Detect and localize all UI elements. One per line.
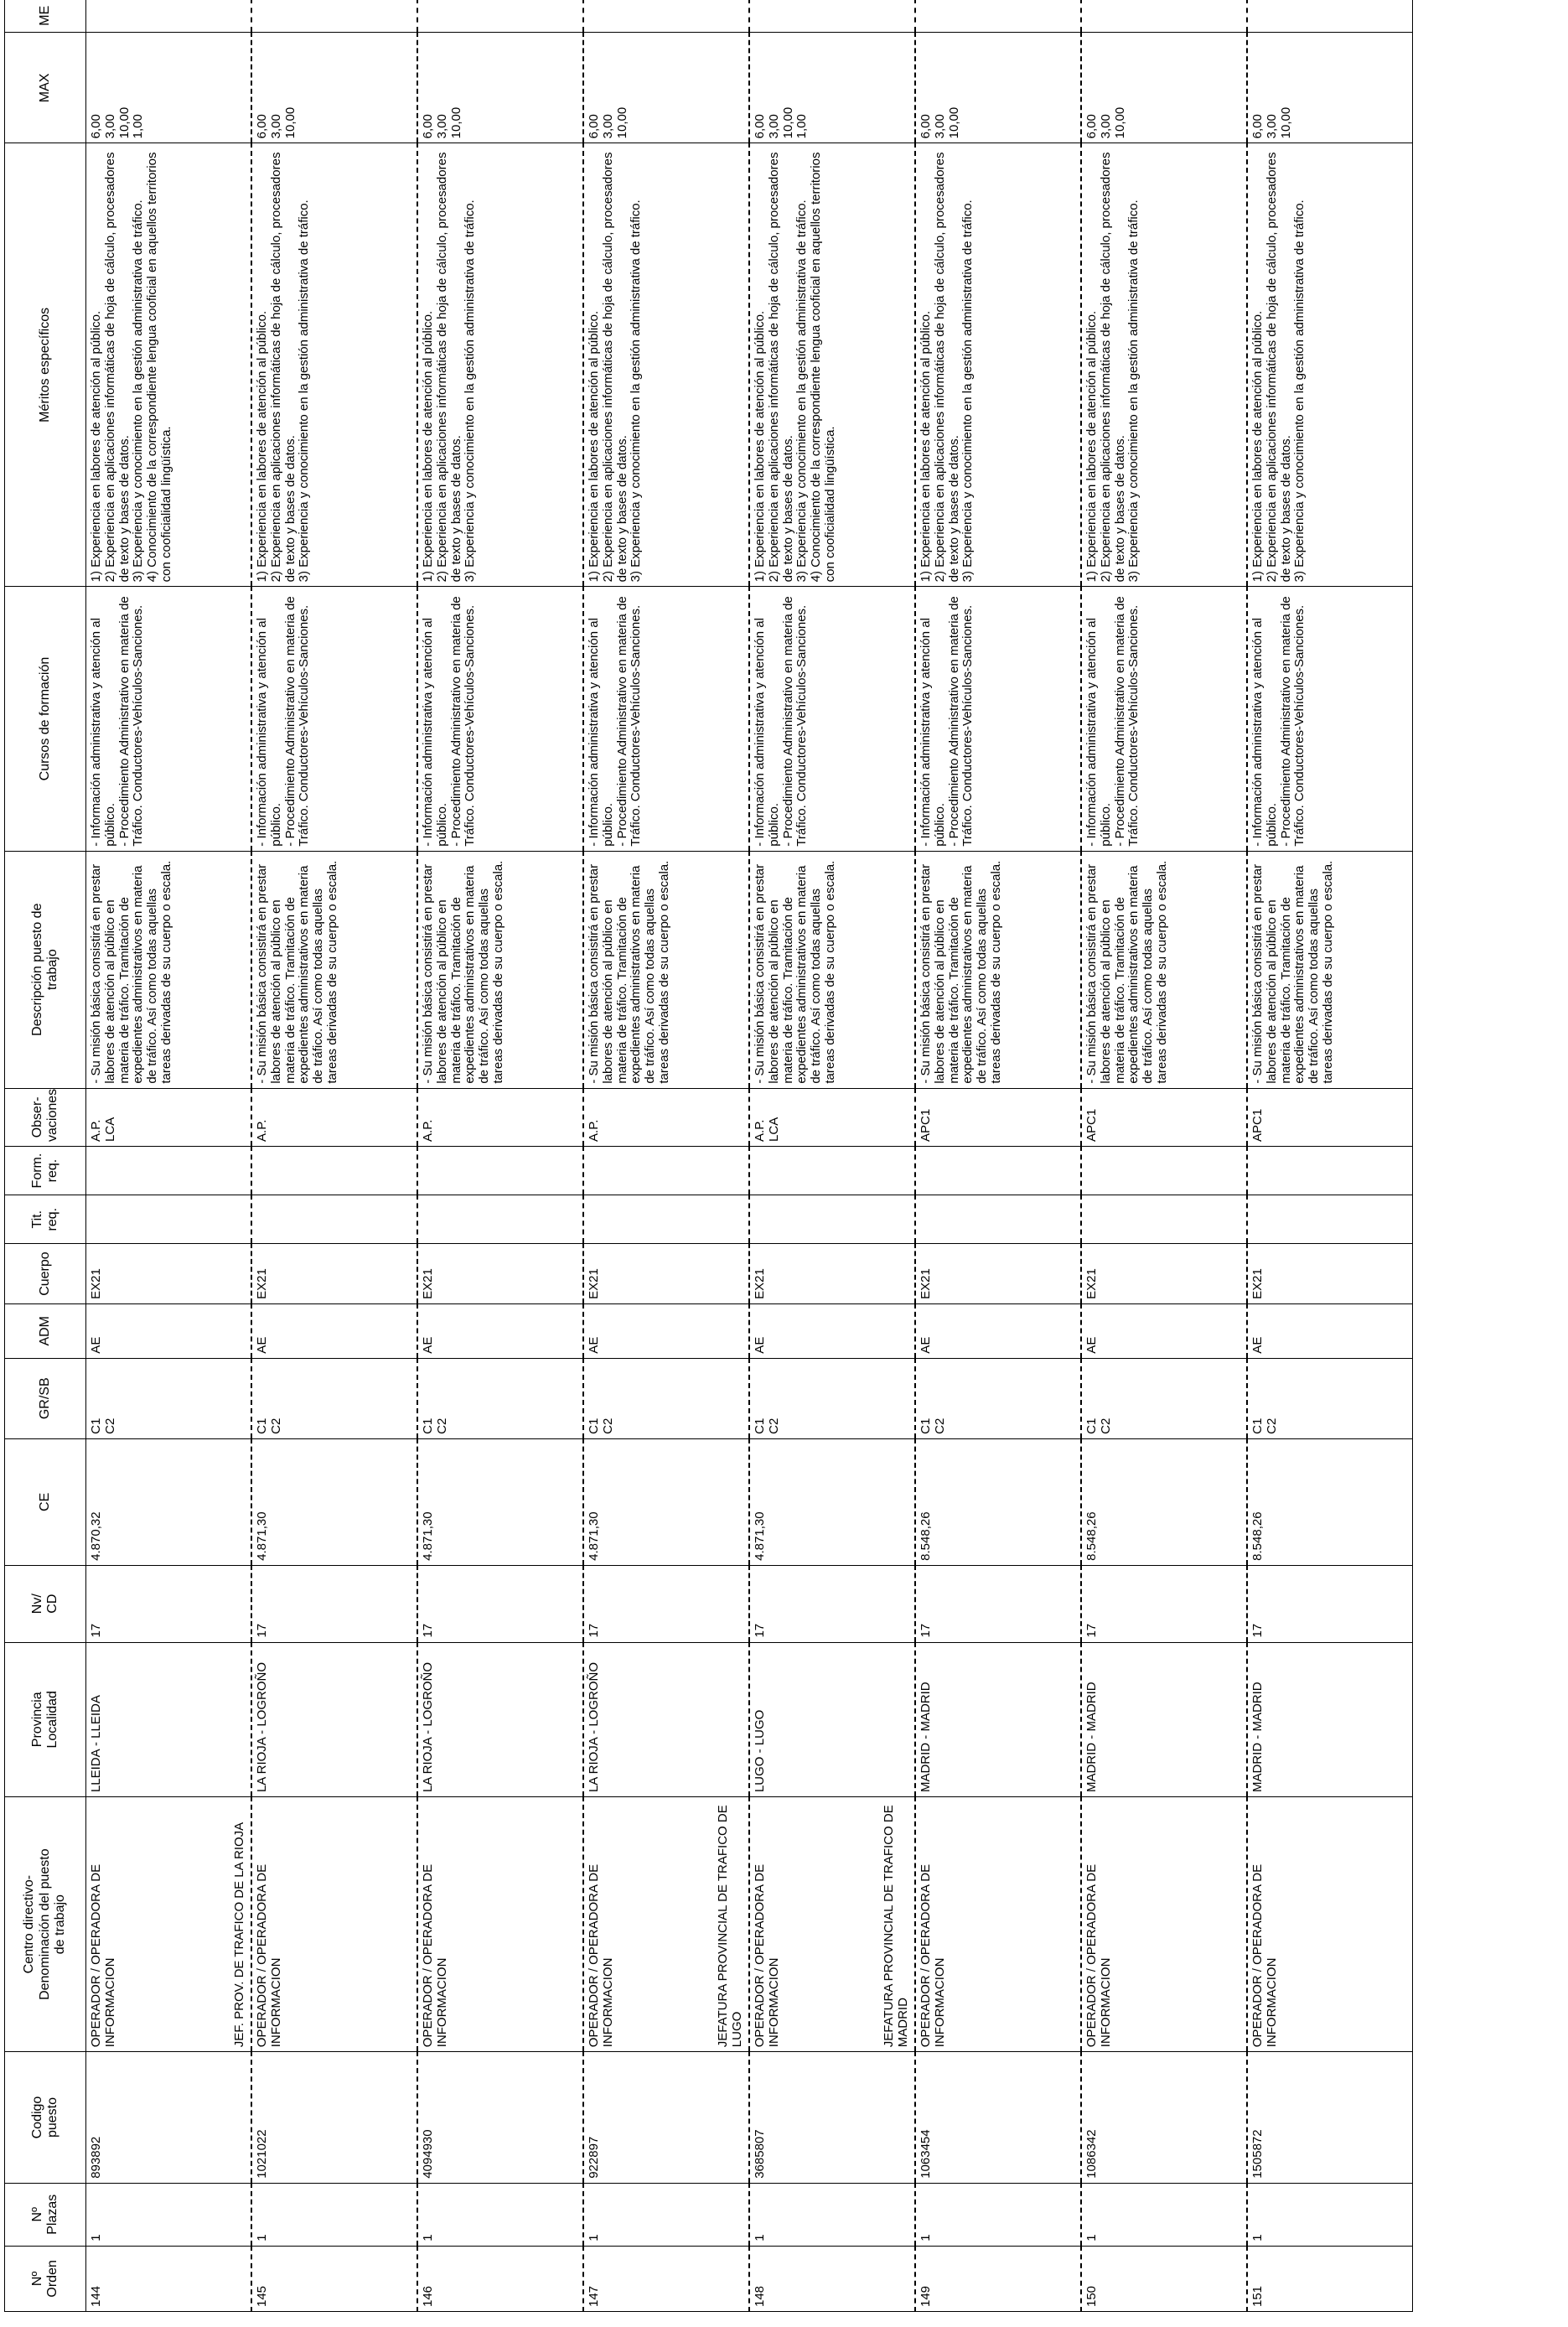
max-value: 6,00 <box>1084 114 1099 139</box>
cell-cuerpo: EX21 <box>86 1244 252 1304</box>
cell-ce: 4.870,32 <box>86 1438 252 1565</box>
cell-ce: 8.548,26 <box>915 1438 1081 1565</box>
cell-observaciones: A.P. <box>583 1088 749 1146</box>
cell-ce: 4.871,30 <box>417 1438 583 1565</box>
cell-max <box>583 33 749 143</box>
max-value: 10,00 <box>282 106 298 139</box>
cell-orden: 150 <box>1081 2246 1247 2311</box>
cell-plazas: 1 <box>251 2183 417 2246</box>
cell-provincia: LA RIOJA - LOGROÑO <box>417 1642 583 1797</box>
cell-cuerpo: EX21 <box>251 1244 417 1304</box>
cell-orden: 147 <box>583 2246 749 2311</box>
cell-max <box>1247 33 1413 143</box>
cell-form <box>915 1146 1081 1195</box>
max-value: 1,00 <box>794 114 810 139</box>
header-form: Form. req. <box>5 1146 86 1195</box>
cell-grupo: C1 C2 <box>1247 1358 1413 1438</box>
header-tit: Tit. req. <box>5 1195 86 1244</box>
cell-provincia: LA RIOJA - LOGROÑO <box>583 1642 749 1797</box>
cell-provincia: LLEIDA - LLEIDA <box>86 1642 252 1797</box>
table-row <box>749 0 915 2312</box>
cell-tit <box>417 1195 583 1244</box>
cell-form <box>417 1146 583 1195</box>
cell-cuerpo: EX21 <box>1247 1244 1413 1304</box>
cell-tit <box>251 1195 417 1244</box>
cell-orden: 144 <box>86 2246 252 2311</box>
cell-centro <box>86 1797 252 2052</box>
cell-adm: AE <box>86 1303 252 1358</box>
cell-grupo: C1 C2 <box>417 1358 583 1438</box>
header-adm: ADM <box>5 1303 86 1358</box>
max-value: 6,00 <box>919 114 933 139</box>
header-row <box>5 0 86 2312</box>
header-observaciones: Obser- vaciones <box>5 1088 86 1146</box>
cell-cursos: - Información administrativa y atención al público. - Procedimiento Administrativo en materia de Tráfico. Conductores-Vehículos-Sanciones. <box>583 587 749 851</box>
cell-descripcion: - Su misión básica consistirá en prestar labores de atención al público en materia de tráfico. Tramitación de expedientes administrativos en materia de tráfico. Así como todas aquellas tareas derivadas de su cuerpo o escala. <box>583 851 749 1088</box>
cell-tit <box>583 1195 749 1244</box>
header-codigo: Codigo puesto <box>5 2052 86 2184</box>
max-value: 6,00 <box>1250 114 1265 139</box>
cell-orden: 146 <box>417 2246 583 2311</box>
cell-plazas: 1 <box>1247 2183 1413 2246</box>
cell-meritos: 1) Experiencia en labores de atención al público. 2) Experiencia en aplicaciones informáticas de hoja de cálculo, procesadores de texto y bases de datos. 3) Experiencia y conocimiento en la gestión administrativa de tráfico. <box>1081 143 1247 587</box>
cell-adm: AE <box>915 1303 1081 1358</box>
cell-descripcion: - Su misión básica consistirá en prestar labores de atención al público en materia de tráfico. Tramitación de expedientes administrativos en materia de tráfico. Así como todas aquellas tareas derivadas de su cuerpo o escala. <box>749 851 915 1088</box>
max-value: 6,00 <box>587 114 601 139</box>
header-cursos: Cursos de formación <box>5 587 86 851</box>
cell-adm: AE <box>583 1303 749 1358</box>
cell-descripcion: - Su misión básica consistirá en prestar labores de atención al público en materia de tráfico. Tramitación de expedientes administrativos en materia de tráfico. Así como todas aquellas tareas derivadas de su cuerpo o escala. <box>1247 851 1413 1088</box>
cell-provincia: LUGO - LUGO <box>749 1642 915 1797</box>
header-centro: Centro directivo- Denominación del puesto de trabajo <box>5 1797 86 2052</box>
cell-form <box>1247 1146 1413 1195</box>
cell-meritos: 1) Experiencia en labores de atención al público. 2) Experiencia en aplicaciones informáticas de hoja de cálculo, procesadores de texto y bases de datos. 3) Experiencia y conocimiento en la gestión administrativa de tráfico. <box>417 143 583 587</box>
cell-form <box>583 1146 749 1195</box>
cell-codigo: 1063454 <box>915 2052 1081 2184</box>
cell-orden: 145 <box>251 2246 417 2311</box>
cell-adm: AE <box>1247 1303 1413 1358</box>
header-descripcion: Descripción puesto de trabajo <box>5 851 86 1088</box>
header-ce: CE <box>5 1438 86 1565</box>
max-value: 3,00 <box>600 114 615 139</box>
max-value: 6,00 <box>753 114 767 139</box>
cell-cursos: - Información administrativa y atención al público. - Procedimiento Administrativo en materia de Tráfico. Conductores-Vehículos-Sanciones. <box>749 587 915 851</box>
cell-max <box>915 33 1081 143</box>
cell-plazas: 1 <box>86 2183 252 2246</box>
cell-tit <box>1247 1195 1413 1244</box>
max-value: 10,00 <box>448 106 463 139</box>
cell-max <box>749 33 915 143</box>
cell-plazas: 1 <box>915 2183 1081 2246</box>
cell-max <box>251 33 417 143</box>
header-me: ME <box>5 0 86 33</box>
cell-centro <box>915 1797 1081 2052</box>
max-value: 6,00 <box>421 114 435 139</box>
max-value: 1,00 <box>131 114 146 139</box>
cell-nivel: 17 <box>583 1565 749 1642</box>
max-value: 10,00 <box>946 106 961 139</box>
header-plazas: Nº Plazas <box>5 2183 86 2246</box>
unit-name: JEF. PROV. DE TRAFICO DE LA RIOJA <box>232 1822 247 2048</box>
cell-max <box>86 33 252 143</box>
position-name: OPERADOR / OPERADORA DE INFORMACION <box>753 1863 781 2048</box>
table-row <box>915 0 1081 2312</box>
cell-descripcion: - Su misión básica consistirá en prestar labores de atención al público en materia de tráfico. Tramitación de expedientes administrativos en materia de tráfico. Así como todas aquellas tareas derivadas de su cuerpo o escala. <box>251 851 417 1088</box>
cell-me <box>417 0 583 33</box>
cell-observaciones: APC1 <box>1081 1088 1247 1146</box>
cell-meritos: 1) Experiencia en labores de atención al público. 2) Experiencia en aplicaciones informáticas de hoja de cálculo, procesadores de texto y bases de datos. 3) Experiencia y conocimiento en la gestión administrativa de tráfico. <box>915 143 1081 587</box>
cell-max <box>417 33 583 143</box>
cell-provincia: MADRID - MADRID <box>915 1642 1081 1797</box>
max-value: 3,00 <box>766 114 781 139</box>
cell-nivel: 17 <box>1247 1565 1413 1642</box>
cell-tit <box>749 1195 915 1244</box>
max-value: 3,00 <box>434 114 449 139</box>
position-name: OPERADOR / OPERADORA DE INFORMACION <box>587 1863 615 2048</box>
cell-ce: 8.548,26 <box>1247 1438 1413 1565</box>
max-value: 10,00 <box>780 106 795 139</box>
cell-meritos: 1) Experiencia en labores de atención al público. 2) Experiencia en aplicaciones informáticas de hoja de cálculo, procesadores de texto y bases de datos. 3) Experiencia y conocimiento en la gestión administrativa de tráfico. <box>583 143 749 587</box>
cell-cuerpo: EX21 <box>417 1244 583 1304</box>
cell-adm: AE <box>749 1303 915 1358</box>
cell-adm: AE <box>1081 1303 1247 1358</box>
cell-grupo: C1 C2 <box>915 1358 1081 1438</box>
cell-adm: AE <box>251 1303 417 1358</box>
position-name: OPERADOR / OPERADORA DE INFORMACION <box>89 1863 117 2048</box>
cell-me <box>1247 0 1413 33</box>
positions-table <box>4 0 1413 2312</box>
table-row <box>417 0 583 2312</box>
cell-plazas: 1 <box>749 2183 915 2246</box>
cell-cuerpo: EX21 <box>749 1244 915 1304</box>
cell-codigo: 1505872 <box>1247 2052 1413 2184</box>
table-row <box>251 0 417 2312</box>
position-name: OPERADOR / OPERADORA DE INFORMACION <box>1250 1863 1279 2048</box>
cell-cursos: - Información administrativa y atención al público. - Procedimiento Administrativo en materia de Tráfico. Conductores-Vehículos-Sanciones. <box>417 587 583 851</box>
cell-codigo: 893892 <box>86 2052 252 2184</box>
cell-grupo: C1 C2 <box>251 1358 417 1438</box>
cell-plazas: 1 <box>417 2183 583 2246</box>
cell-descripcion: - Su misión básica consistirá en prestar labores de atención al público en materia de tráfico. Tramitación de expedientes administrativos en materia de tráfico. Así como todas aquellas tareas derivadas de su cuerpo o escala. <box>417 851 583 1088</box>
cell-provincia: LA RIOJA - LOGROÑO <box>251 1642 417 1797</box>
header-grupo: GR/SB <box>5 1358 86 1438</box>
cell-meritos: 1) Experiencia en labores de atención al público. 2) Experiencia en aplicaciones informáticas de hoja de cálculo, procesadores de texto y bases de datos. 3) Experiencia y conocimiento en la gestión administrativa de tráfico. 4) Conocimiento de la correspondiente lengua cooficial en aquellos territorios con cooficialidad lingüística. <box>749 143 915 587</box>
cell-meritos: 1) Experiencia en labores de atención al público. 2) Experiencia en aplicaciones informáticas de hoja de cálculo, procesadores de texto y bases de datos. 3) Experiencia y conocimiento en la gestión administrativa de tráfico. <box>251 143 417 587</box>
table-row <box>86 0 252 2312</box>
cell-nivel: 17 <box>749 1565 915 1642</box>
cell-grupo: C1 C2 <box>583 1358 749 1438</box>
header-orden: Nº Orden <box>5 2246 86 2311</box>
header-meritos: Méritos específicos <box>5 143 86 587</box>
cell-nivel: 17 <box>417 1565 583 1642</box>
cell-grupo: C1 C2 <box>749 1358 915 1438</box>
cell-centro <box>1247 1797 1413 2052</box>
cell-tit <box>1081 1195 1247 1244</box>
cell-grupo: C1 C2 <box>86 1358 252 1438</box>
header-provincia: Provincia Localidad <box>5 1642 86 1797</box>
cell-grupo: C1 C2 <box>1081 1358 1247 1438</box>
cell-centro <box>749 1797 915 2052</box>
max-value: 10,00 <box>1112 106 1127 139</box>
cell-orden: 151 <box>1247 2246 1413 2311</box>
cell-cursos: - Información administrativa y atención al público. - Procedimiento Administrativo en materia de Tráfico. Conductores-Vehículos-Sanciones. <box>86 587 252 851</box>
cell-adm: AE <box>417 1303 583 1358</box>
cell-cursos: - Información administrativa y atención al público. - Procedimiento Administrativo en materia de Tráfico. Conductores-Vehículos-Sanciones. <box>1247 587 1413 851</box>
header-max: MAX <box>5 33 86 143</box>
table-row <box>583 0 749 2312</box>
cell-codigo: 1021022 <box>251 2052 417 2184</box>
table-row <box>1247 0 1413 2312</box>
cell-descripcion: - Su misión básica consistirá en prestar labores de atención al público en materia de tráfico. Tramitación de expedientes administrativos en materia de tráfico. Así como todas aquellas tareas derivadas de su cuerpo o escala. <box>915 851 1081 1088</box>
cell-descripcion: - Su misión básica consistirá en prestar labores de atención al público en materia de tráfico. Tramitación de expedientes administrativos en materia de tráfico. Así como todas aquellas tareas derivadas de su cuerpo o escala. <box>86 851 252 1088</box>
cell-plazas: 1 <box>583 2183 749 2246</box>
cell-centro <box>251 1797 417 2052</box>
cell-cuerpo: EX21 <box>1081 1244 1247 1304</box>
cell-cursos: - Información administrativa y atención al público. - Procedimiento Administrativo en materia de Tráfico. Conductores-Vehículos-Sanciones. <box>1081 587 1247 851</box>
cell-nivel: 17 <box>86 1565 252 1642</box>
cell-nivel: 17 <box>915 1565 1081 1642</box>
cell-observaciones: A.P. <box>251 1088 417 1146</box>
cell-centro <box>1081 1797 1247 2052</box>
cell-codigo: 922897 <box>583 2052 749 2184</box>
position-name: OPERADOR / OPERADORA DE INFORMACION <box>919 1863 947 2048</box>
cell-nivel: 17 <box>251 1565 417 1642</box>
cell-codigo: 1086342 <box>1081 2052 1247 2184</box>
unit-name: JEFATURA PROVINCIAL DE TRAFICO DE LUGO <box>716 1805 745 2048</box>
table-row <box>1081 0 1247 2312</box>
cell-centro <box>417 1797 583 2052</box>
max-value: 3,00 <box>1098 114 1113 139</box>
max-value: 10,00 <box>1278 106 1293 139</box>
max-value: 10,00 <box>116 106 132 139</box>
cell-me <box>251 0 417 33</box>
cell-form <box>1081 1146 1247 1195</box>
cell-observaciones: APC1 <box>1247 1088 1413 1146</box>
max-value: 3,00 <box>102 114 117 139</box>
cell-cuerpo: EX21 <box>583 1244 749 1304</box>
header-nivel: Nv/ CD <box>5 1565 86 1642</box>
unit-name: JEFATURA PROVINCIAL DE TRAFICO DE MADRID <box>882 1805 911 2048</box>
cell-me <box>86 0 252 33</box>
cell-codigo: 3685807 <box>749 2052 915 2184</box>
cell-orden: 149 <box>915 2246 1081 2311</box>
position-name: OPERADOR / OPERADORA DE INFORMACION <box>421 1863 449 2048</box>
cell-tit <box>915 1195 1081 1244</box>
cell-form <box>86 1146 252 1195</box>
cell-observaciones: APC1 <box>915 1088 1081 1146</box>
cell-ce: 4.871,30 <box>251 1438 417 1565</box>
cell-me <box>749 0 915 33</box>
cell-form <box>749 1146 915 1195</box>
cell-me <box>915 0 1081 33</box>
header-cuerpo: Cuerpo <box>5 1244 86 1304</box>
max-value: 3,00 <box>268 114 283 139</box>
position-name: OPERADOR / OPERADORA DE INFORMACION <box>1084 1863 1113 2048</box>
cell-me <box>583 0 749 33</box>
max-value: 6,00 <box>255 114 269 139</box>
cell-ce: 8.548,26 <box>1081 1438 1247 1565</box>
max-value: 10,00 <box>614 106 629 139</box>
cell-orden: 148 <box>749 2246 915 2311</box>
position-name: OPERADOR / OPERADORA DE INFORMACION <box>255 1863 283 2048</box>
cell-observaciones: A.P. <box>417 1088 583 1146</box>
max-value: 6,00 <box>89 114 103 139</box>
cell-provincia: MADRID - MADRID <box>1247 1642 1413 1797</box>
cell-tit <box>86 1195 252 1244</box>
cell-meritos: 1) Experiencia en labores de atención al público. 2) Experiencia en aplicaciones informáticas de hoja de cálculo, procesadores de texto y bases de datos. 3) Experiencia y conocimiento en la gestión administrativa de tráfico. 4) Conocimiento de la correspondiente lengua cooficial en aquellos territorios con cooficialidad lingüística. <box>86 143 252 587</box>
cell-cursos: - Información administrativa y atención al público. - Procedimiento Administrativo en materia de Tráfico. Conductores-Vehículos-Sanciones. <box>915 587 1081 851</box>
cell-nivel: 17 <box>1081 1565 1247 1642</box>
cell-codigo: 4094930 <box>417 2052 583 2184</box>
cell-ce: 4.871,30 <box>749 1438 915 1565</box>
cell-observaciones: A.P. LCA <box>86 1088 252 1146</box>
cell-form <box>251 1146 417 1195</box>
cell-cursos: - Información administrativa y atención al público. - Procedimiento Administrativo en materia de Tráfico. Conductores-Vehículos-Sanciones. <box>251 587 417 851</box>
max-value: 3,00 <box>1264 114 1279 139</box>
cell-provincia: MADRID - MADRID <box>1081 1642 1247 1797</box>
cell-max <box>1081 33 1247 143</box>
cell-centro <box>583 1797 749 2052</box>
cell-ce: 4.871,30 <box>583 1438 749 1565</box>
max-value: 3,00 <box>932 114 947 139</box>
cell-meritos: 1) Experiencia en labores de atención al público. 2) Experiencia en aplicaciones informáticas de hoja de cálculo, procesadores de texto y bases de datos. 3) Experiencia y conocimiento en la gestión administrativa de tráfico. <box>1247 143 1413 587</box>
cell-plazas: 1 <box>1081 2183 1247 2246</box>
cell-me <box>1081 0 1247 33</box>
cell-observaciones: A.P. LCA <box>749 1088 915 1146</box>
cell-cuerpo: EX21 <box>915 1244 1081 1304</box>
cell-descripcion: - Su misión básica consistirá en prestar labores de atención al público en materia de tráfico. Tramitación de expedientes administrativos en materia de tráfico. Así como todas aquellas tareas derivadas de su cuerpo o escala. <box>1081 851 1247 1088</box>
